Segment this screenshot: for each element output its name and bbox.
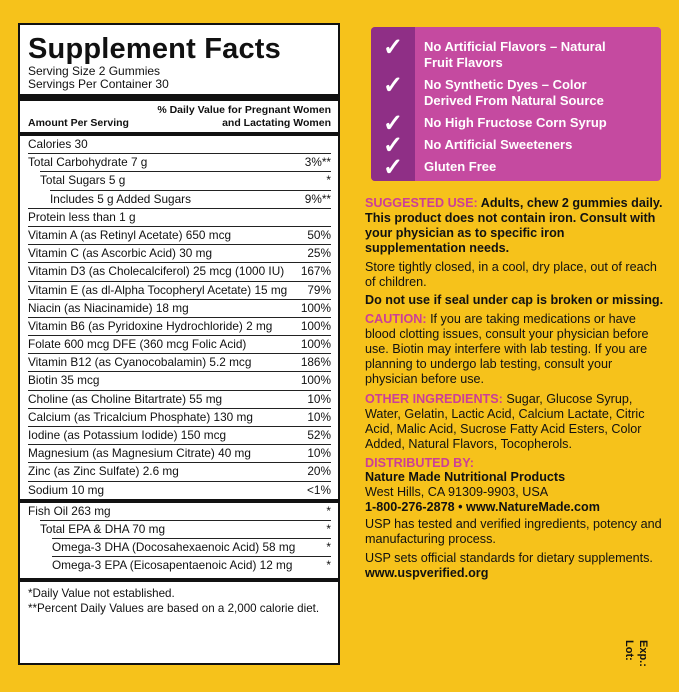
servings-per-container: Servings Per Container 30 <box>28 77 169 91</box>
other-ingredients: OTHER INGREDIENTS: Sugar, Glucose Syrup, Water, Gelatin, Lactic Acid, Calcium Lactate, Citric Acid, Malic Acid, Sucrose Fatty Acid Esters, Color Added, Natural Flavors, Tocopherols. <box>365 391 645 451</box>
address: West Hills, CA 91309-9903, USA <box>365 485 549 500</box>
facts-title: Supplement Facts <box>28 33 281 65</box>
facts-row: Vitamin D3 (as Cholecalciferol) 25 mcg (1000 IU) 167% <box>28 262 331 280</box>
distributed-by: DISTRIBUTED BY: Nature Made Nutritional Products West Hills, CA 91309-9903, USA 1-800-276-2878 • www.NatureMade.com <box>365 456 665 516</box>
facts-row: Total EPA & DHA 70 mg * <box>40 520 331 538</box>
facts-row: Fish Oil 263 mg * <box>28 503 331 518</box>
facts-row: Includes 5 g Added Sugars 9%** <box>50 190 331 208</box>
facts-row: Biotin 35 mcg 100% <box>28 371 331 389</box>
facts-row: Sodium 10 mg <1% <box>28 481 331 499</box>
facts-row: Calories 30 <box>28 137 88 151</box>
check-icon: ✓ <box>382 110 404 137</box>
claim-item: ✓ No Artificial Sweeteners <box>371 133 661 159</box>
check-icon: ✓ <box>382 132 404 159</box>
facts-row: Vitamin B12 (as Cyanocobalamin) 5.2 mcg 186% <box>28 353 331 371</box>
claim-item: ✓ Gluten Free <box>371 155 661 181</box>
claim-item: ✓ No High Fructose Corn Syrup <box>371 111 661 137</box>
facts-row: Protein less than 1 g <box>28 208 331 226</box>
usp-standards-text: USP sets official standards for dietary supplements. www.uspverified.org <box>365 550 653 580</box>
label-text-column <box>365 196 665 585</box>
facts-row: Folate 600 mcg DFE (360 mcg Folic Acid) 100% <box>28 335 331 353</box>
lot-label: Lot: <box>623 640 635 661</box>
facts-row: Vitamin A (as Retinyl Acetate) 650 mcg 50% <box>28 226 331 244</box>
footnote-dv: *Daily Value not established. <box>28 586 175 600</box>
suggested-use: SUGGESTED USE: Adults, chew 2 gummies daily. This product does not contain iron. Consult with your physician as to specific iron supplementation needs. <box>365 196 663 255</box>
supplement-facts-panel <box>18 23 340 665</box>
facts-row: Choline (as Choline Bitartrate) 55 mg 10% <box>28 390 331 408</box>
facts-row: Zinc (as Zinc Sulfate) 2.6 mg 20% <box>28 462 331 480</box>
facts-row: Vitamin C (as Ascorbic Acid) 30 mg 25% <box>28 244 331 262</box>
lot-exp-area <box>621 640 663 684</box>
check-icon: ✓ <box>382 34 404 61</box>
facts-row: Calcium (as Tricalcium Phosphate) 130 mg 10% <box>28 408 331 426</box>
facts-row: Vitamin E (as dl-Alpha Tocopheryl Acetate) 15 mg 79% <box>28 281 331 299</box>
facts-row: Total Sugars 5 g * <box>40 171 331 189</box>
claim-item: ✓ No Synthetic Dyes – Color Derived From Natural Source <box>371 73 661 108</box>
check-icon: ✓ <box>382 72 404 99</box>
daily-value-header: % Daily Value for Pregnant Women and Lactating Women <box>157 104 331 129</box>
claims-panel <box>371 27 661 181</box>
usp-verified-text: USP has tested and verified ingredients, potency and manufacturing process. <box>365 517 662 547</box>
footnote-calorie: **Percent Daily Values are based on a 2,000 calorie diet. <box>28 601 320 615</box>
facts-header <box>28 101 331 132</box>
check-icon: ✓ <box>382 154 404 181</box>
contact-info: 1-800-276-2878 • www.NatureMade.com <box>365 500 600 515</box>
thick-divider <box>20 94 338 101</box>
exp-label: Exp.: <box>637 640 649 667</box>
claim-item: ✓ No Artificial Flavors – Natural Fruit Flavors <box>371 35 661 70</box>
caution: CAUTION: If you are taking medications or have blood clotting issues, consult your physician before use. Biotin may interfere with lab testing. If you are planning to undergo lab testing, consult your physician before use. <box>365 312 649 386</box>
facts-row: Iodine (as Potassium Iodide) 150 mcg 52% <box>28 426 331 444</box>
facts-row: Omega-3 EPA (Eicosapentaenoic Acid) 12 mg * <box>52 556 331 574</box>
facts-row: Total Carbohydrate 7 g 3%** <box>28 153 331 171</box>
amount-per-serving-label: Amount Per Serving <box>28 117 129 129</box>
footnotes <box>28 582 331 616</box>
company-name: Nature Made Nutritional Products <box>365 470 566 485</box>
facts-row: Niacin (as Niacinamide) 18 mg 100% <box>28 299 331 317</box>
storage-text: Store tightly closed, in a cool, dry place, out of reach of children. <box>365 259 657 289</box>
serving-size: Serving Size 2 Gummies <box>28 64 161 78</box>
facts-row: Magnesium (as Magnesium Citrate) 40 mg 10% <box>28 444 331 462</box>
facts-row: Vitamin B6 (as Pyridoxine Hydrochloride) 2 mg 100% <box>28 317 331 335</box>
facts-row: Omega-3 DHA (Docosahexaenoic Acid) 58 mg * <box>52 538 331 556</box>
seal-warning: Do not use if seal under cap is broken or missing. <box>365 293 664 308</box>
